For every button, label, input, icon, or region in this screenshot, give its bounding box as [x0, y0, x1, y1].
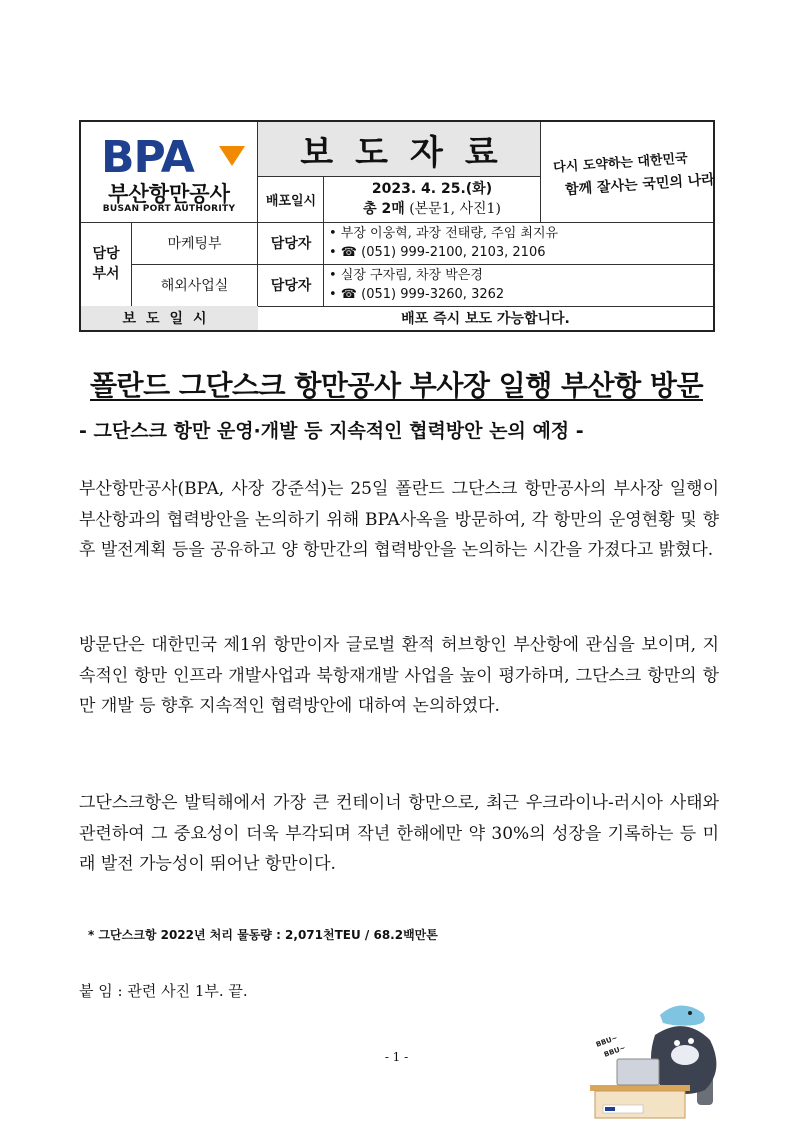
department-name: 마케팅부	[167, 236, 222, 252]
body-paragraph: 부산항만공사(BPA, 사장 강준석)는 25일 폴란드 그단스크 항만공사의 부사장 일행이 부산항과의 협력방안을 논의하기 위해 BPA사옥을 방문하여, 각 항만의 운영현황 및 향후 발전계획 등을 공유하고 양 항만간의 협력방안을 논의하는 시간을 가졌다고 밝혔다.	[79, 479, 719, 560]
contact-info	[329, 264, 713, 306]
document-title: 보도자료	[258, 122, 540, 176]
mascot-illustration	[585, 995, 735, 1120]
contact-people: • 부장 이웅혁, 과장 전태량, 주임 최지유	[329, 226, 559, 241]
desk-icon	[590, 1085, 690, 1091]
logo-brand: BPA	[101, 132, 194, 183]
page-number: - 1 -	[384, 1050, 409, 1064]
release-value: 배포 즉시 보도 가능합니다.	[401, 311, 570, 327]
logo-name-en: BUSAN PORT AUTHORITY	[102, 204, 236, 214]
dolphin-mascot-icon	[660, 1005, 705, 1025]
slogan-line-2: 함께 잘사는 국민의 나라	[564, 171, 716, 199]
contact-phone: • ☎ (051) 999-2100, 2103, 2106	[329, 245, 546, 260]
bpa-logo	[81, 122, 257, 222]
department-name: 해외사업실	[160, 278, 229, 294]
contact-info	[329, 222, 713, 264]
contact-people: • 실장 구자림, 차장 박은경	[329, 268, 483, 283]
attachment-line: 붙 임 : 관련 사진 1부. 끝.	[79, 982, 248, 1000]
logo-name-kr: 부산항만공사	[108, 182, 230, 206]
distribution-pages-detail: (본문1, 사진1)	[409, 201, 501, 217]
distribution-label: 배포일시	[265, 193, 317, 209]
release-label: 보도일시	[81, 306, 258, 330]
distribution-date: 2023. 4. 25.(화)	[371, 181, 493, 197]
department-label	[81, 222, 131, 306]
body-paragraph: 그단스크항은 발틱해에서 가장 큰 컨테이너 항만으로, 최근 우크라이나-러시아 사태와 관련하여 그 중요성이 더욱 부각되며 작년 한해에만 약 30%의 성장을 기록하는 등 미래 발전 가능성이 뛰어난 항만이다.	[79, 793, 719, 874]
svg-text:BBU~: BBU~	[602, 1043, 627, 1059]
slogan-line-1: 다시 도약하는 대한민국	[552, 151, 689, 176]
headline	[0, 364, 793, 404]
contact-label: 담당자	[270, 278, 312, 294]
logo-triangle-icon	[219, 146, 245, 166]
slogan	[541, 122, 715, 222]
headline-text: 폴란드 그단스크 항만공사 부사장 일행 부산항 방문	[90, 369, 703, 402]
department-label-text: 담당부서	[92, 246, 120, 282]
body-paragraph: 방문단은 대한민국 제1위 항만이자 글로벌 환적 허브항인 부산항에 관심을 보이며, 지속적인 항만 인프라 개발사업과 북항재개발 사업을 높이 평가하며, 그단스크 항만의 항만 개발 등 향후 지속적인 협력방안에 대하여 논의하였다.	[79, 635, 719, 716]
contact-label: 담당자	[270, 236, 312, 252]
svg-text:BBU~: BBU~	[594, 1033, 619, 1049]
distribution-info	[324, 176, 540, 222]
subheadline: - 그단스크 항만 운영·개발 등 지속적인 협력방안 논의 예정 -	[79, 420, 584, 442]
distribution-pages: 총 2매	[363, 201, 405, 217]
footnote: * 그단스크항 2022년 처리 물동량 : 2,071천TEU / 68.2백만톤	[88, 928, 438, 942]
contact-phone: • ☎ (051) 999-3260, 3262	[329, 287, 505, 302]
laptop-icon	[617, 1059, 659, 1085]
press-release-header	[79, 120, 715, 332]
